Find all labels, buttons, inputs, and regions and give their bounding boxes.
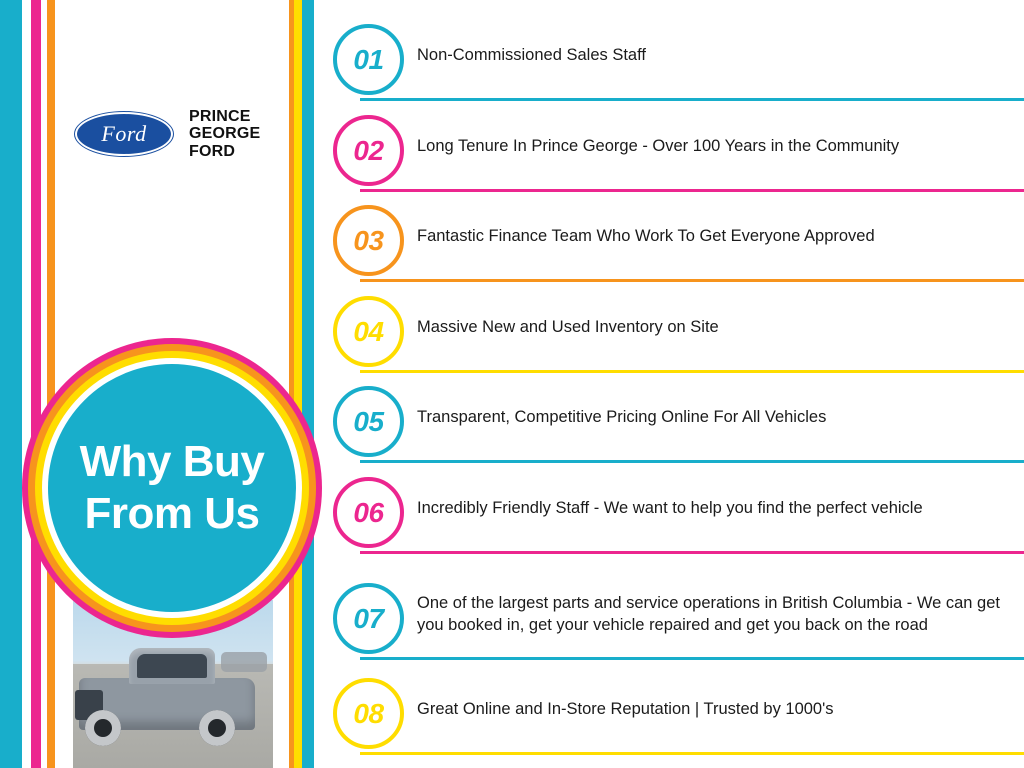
item-number-badge [333, 24, 404, 95]
truck-window-shape [137, 654, 207, 678]
prince-george-ford-wordmark [189, 108, 260, 160]
badge-text [48, 364, 296, 612]
ford-oval-logo [75, 112, 173, 156]
item-number-badge [333, 386, 404, 457]
item-number-label: 07 [353, 602, 384, 634]
truck-front-wheel [85, 710, 121, 746]
item-underline [360, 752, 1024, 755]
item-underline [360, 98, 1024, 101]
item-number-badge [333, 115, 404, 186]
item-text: Massive New and Used Inventory on Site [417, 318, 719, 337]
ford-oval-label: Ford [101, 121, 147, 146]
item-number-badge [333, 583, 404, 654]
reasons-list [320, 0, 1024, 768]
list-item [320, 464, 1024, 554]
truck-rear-wheel [199, 710, 235, 746]
item-text: Fantastic Finance Team Who Work To Get Everyone Approved [417, 227, 875, 246]
stripe-0 [0, 0, 22, 768]
item-number-label: 08 [353, 697, 384, 729]
item-number-label: 04 [353, 315, 384, 347]
item-text: Great Online and In-Store Reputation | Trusted by 1000's [417, 700, 834, 719]
item-number-label: 06 [353, 496, 384, 528]
list-item [320, 192, 1024, 282]
item-number-label: 05 [353, 405, 384, 437]
why-buy-badge [22, 338, 322, 638]
badge-title-line-1: Why Buy [79, 437, 265, 487]
item-number-label: 01 [353, 43, 384, 75]
photo-background-vehicle [221, 652, 267, 672]
item-text: Long Tenure In Prince George - Over 100 Years in the Community [417, 137, 900, 156]
wordmark-line-3: FORD [189, 142, 236, 160]
list-item [320, 665, 1024, 755]
list-item [320, 283, 1024, 373]
item-underline [360, 657, 1024, 660]
list-item [320, 570, 1024, 660]
wordmark-line-2: GEORGE [189, 125, 261, 143]
item-number-label: 03 [353, 224, 384, 256]
item-text: Non-Commissioned Sales Staff [417, 46, 646, 65]
item-text: One of the largest parts and service operations in British Columbia - We can get you booked in, get your vehicle repaired and get you back on the road [417, 594, 1000, 634]
item-number-badge [333, 296, 404, 367]
item-underline [360, 279, 1024, 282]
item-number-badge [333, 205, 404, 276]
item-number-badge [333, 678, 404, 749]
item-number-label: 02 [353, 134, 384, 166]
item-underline [360, 551, 1024, 554]
brand-logo-row [75, 106, 275, 162]
list-item [320, 102, 1024, 192]
badge-title-line-2: From Us [84, 489, 260, 538]
list-item [320, 373, 1024, 463]
wordmark-line-1: PRINCE [189, 108, 251, 126]
item-number-badge [333, 477, 404, 548]
item-text: Transparent, Competitive Pricing Online For All Vehicles [417, 408, 827, 427]
item-underline [360, 460, 1024, 463]
item-text: Incredibly Friendly Staff - We want to help you find the perfect vehicle [417, 499, 923, 518]
list-item [320, 11, 1024, 101]
